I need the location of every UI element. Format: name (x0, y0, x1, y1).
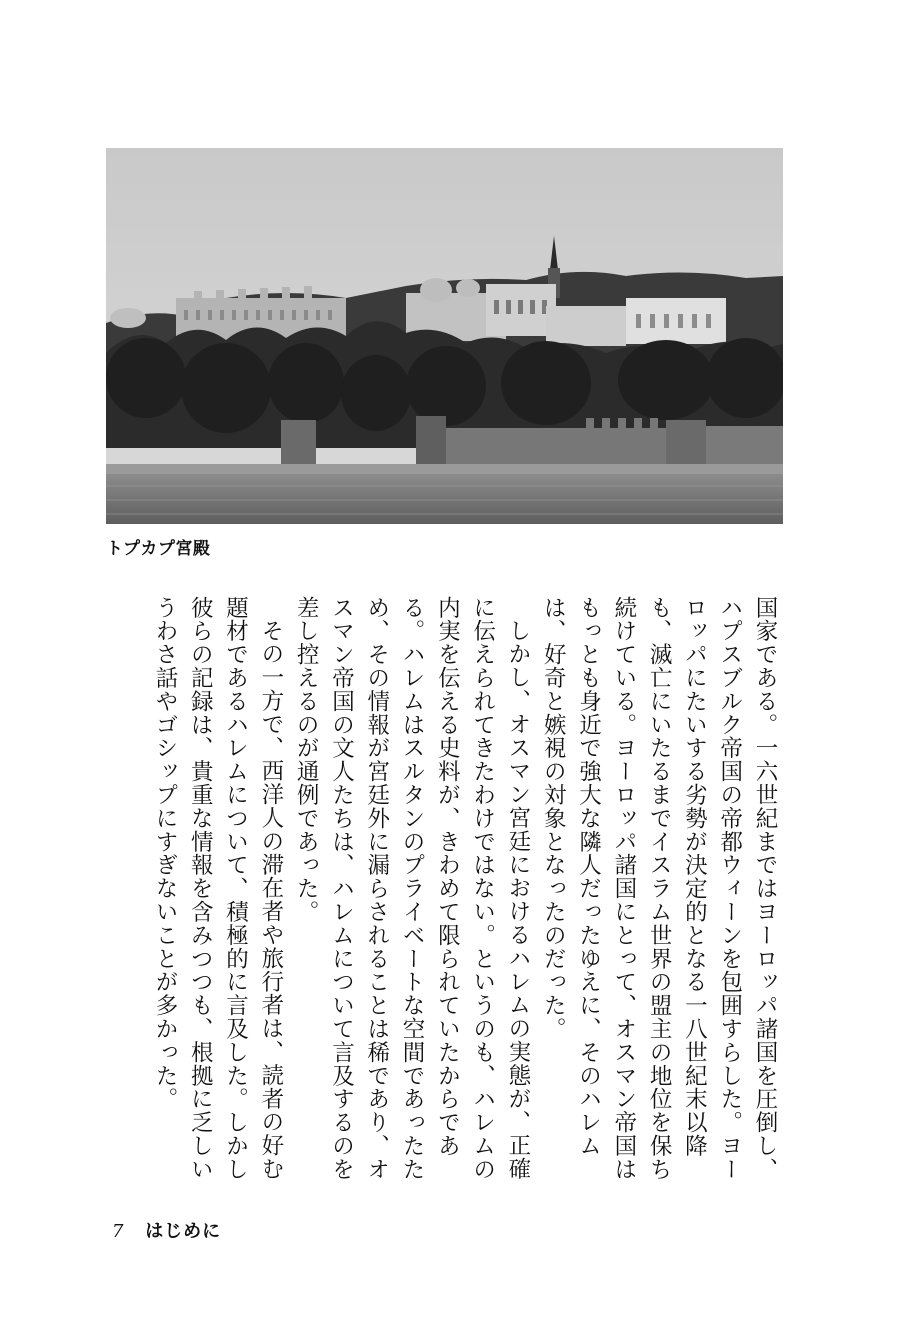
paragraph-2: しかし、オスマン宮廷におけるハレムの実態が、正確に伝えられてきたわけではない。というのも、ハレムの内実を伝える史料が、きわめて限られていたからである。ハレムはスルタンのプライベートな空間であったため、その情報が宮廷外に漏らされることは稀であり、オスマン帝国の文人たちは、ハレムについて言及するのを差し控えるのが通例であった。 (293, 596, 531, 1181)
page-number: 7 (112, 1221, 124, 1242)
palace-photo-image (106, 148, 783, 524)
paragraph-1: 国家である。一六世紀まではヨーロッパ諸国を圧倒し、ハプスブルク帝国の帝都ウィーンを包囲すらした。ヨーロッパにたいする劣勢が決定的となる一八世紀末以降も、滅亡にいたるまでイスラム世界の盟主の地位を保ち続けている。ヨーロッパ諸国にとって、オスマン帝国はもっとも身近で強大な隣人だったゆえに、そのハレムは、好奇と嫉視の対象となったのだった。 (540, 596, 778, 1181)
photo-caption: トプカプ宮殿 (106, 539, 211, 559)
photo-topkapi-palace (106, 148, 783, 524)
paragraph-3: その一方で、西洋人の滞在者や旅行者は、読者の好む題材であるハレムについて、積極的に言及した。しかし彼らの記録は、貴重な情報を含みつつも、根拠に乏しいうわさ話やゴシップにすぎないことが多かった。 (151, 596, 284, 1181)
chapter-title: はじめに (145, 1221, 222, 1242)
page-footer (112, 1217, 221, 1243)
vertical-body-text (102, 596, 782, 1196)
